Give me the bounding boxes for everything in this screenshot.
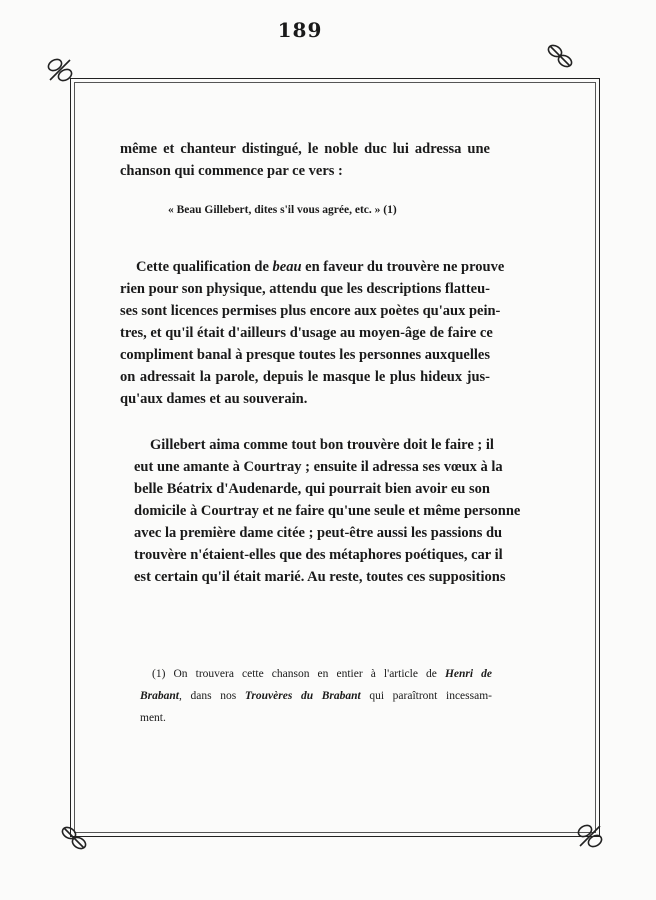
page-number: 189 [277, 18, 323, 42]
text-line: trouvère n'étaient-elles que des métaphores poétiques, car il [134, 547, 503, 563]
text-span: Cette qualification de [136, 259, 273, 275]
emphasis: Trouvères du Brabant [244, 690, 361, 702]
corner-ornament-icon [546, 42, 574, 70]
footnote-line [140, 688, 492, 704]
emphasis: Henri de [444, 668, 492, 680]
text-line: chanson qui commence par ce vers : [120, 163, 343, 179]
text-span: en faveur du trouvère ne prouve [301, 259, 505, 275]
text-line: avec la première dame citée ; peut-être aussi les passions du [134, 525, 503, 541]
verse-quote: « Beau Gillebert, dites s'il vous agrée, etc. » (1) [168, 204, 397, 216]
text-line: belle Béatrix d'Audenarde, qui pourrait bien avoir eu son [134, 481, 490, 497]
text-line: rien pour son physique, attendu que les descriptions flatteu- [120, 281, 490, 297]
text-span: , dans nos [179, 690, 245, 702]
text-line: est certain qu'il était marié. Au reste, toutes ces suppositions [134, 569, 506, 585]
text-line: domicile à Courtray et ne faire qu'une seule et même personne [134, 503, 521, 519]
text-span: (1) On trouvera cette chanson en entier à l'article de [152, 668, 445, 680]
emphasis: beau [272, 259, 302, 275]
text-line: compliment banal à presque toutes les personnes auxquelles [120, 347, 490, 363]
text-span: qui paraîtront incessam- [360, 690, 492, 702]
text-line: même et chanteur distingué, le noble duc lui adressa une [120, 141, 490, 157]
text-line: eut une amante à Courtray ; ensuite il adressa ses vœux à la [134, 459, 503, 475]
text-line: ses sont licences permises plus encore aux poètes qu'aux pein- [120, 303, 501, 319]
text-line: tres, et qu'il était d'ailleurs d'usage au moyen-âge de faire ce [120, 325, 493, 341]
footnote-line [152, 666, 492, 682]
text-line [136, 258, 505, 276]
footnote-line: ment. [140, 712, 166, 724]
text-line: Gillebert aima comme tout bon trouvère doit le faire ; il [150, 437, 494, 453]
corner-ornament-icon [576, 822, 604, 850]
corner-ornament-icon [60, 824, 88, 852]
text-line: qu'aux dames et au souverain. [120, 391, 308, 407]
emphasis: Brabant [140, 690, 179, 702]
text-line: on adressait la parole, depuis le masque le plus hideux jus- [120, 369, 490, 385]
corner-ornament-icon [46, 56, 74, 84]
